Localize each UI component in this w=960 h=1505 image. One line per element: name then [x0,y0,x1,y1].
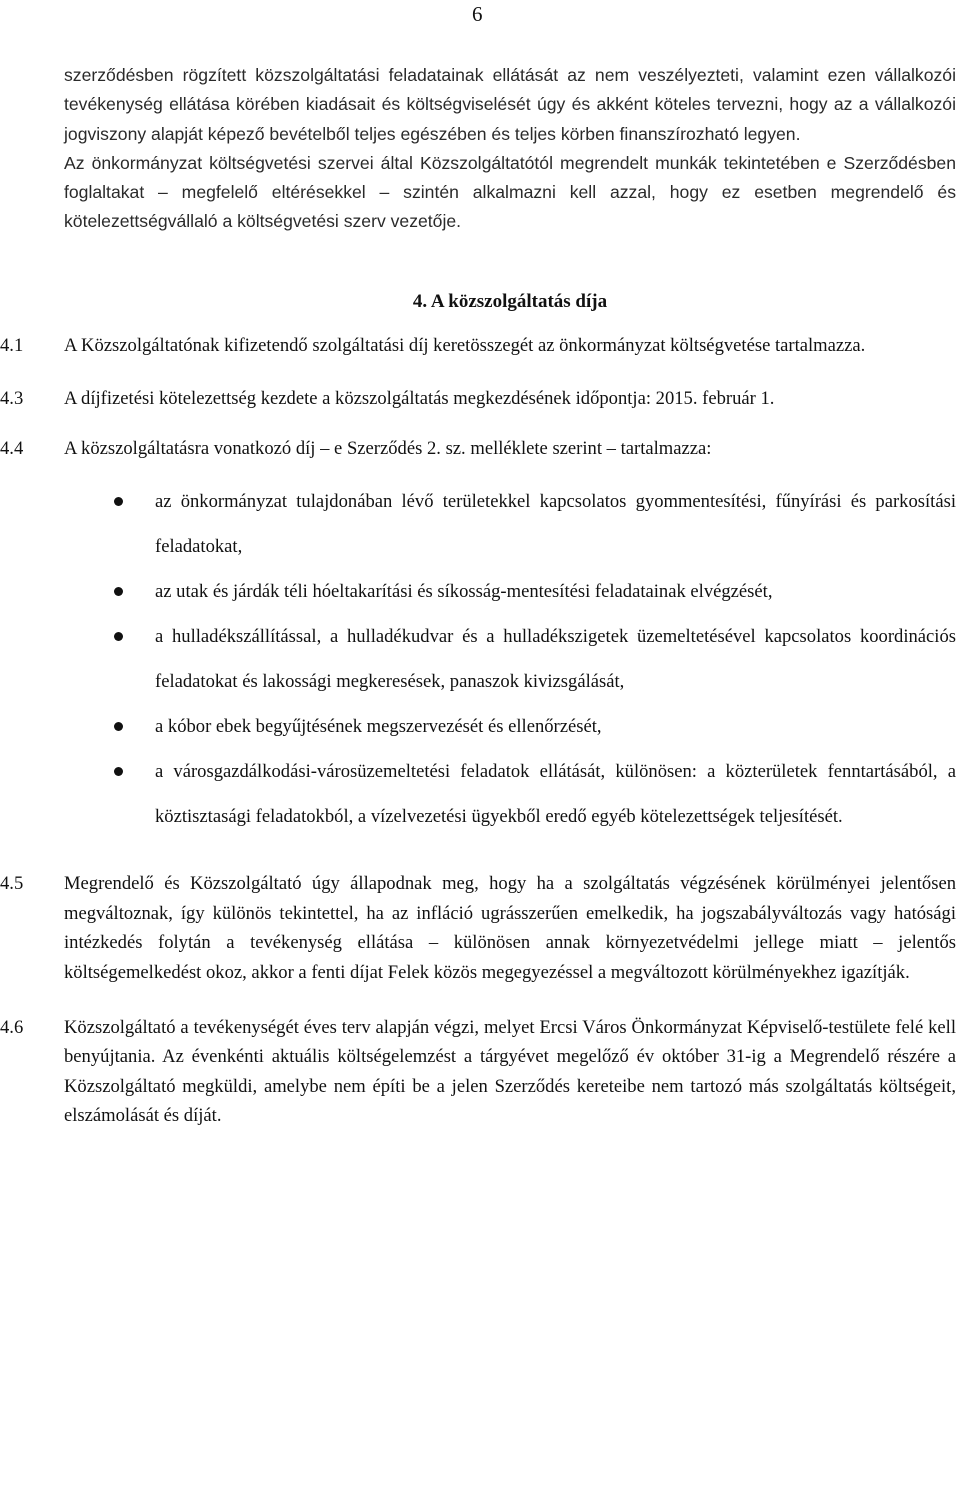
list-item-text: az utak és járdák téli hóeltakarítási és síkosság-mentesítési feladatainak elvégzését, [155,581,773,603]
list-item-text: a városgazdálkodási-városüzemeltetési feladatok ellátását, különösen: a közterületek fenntartásából, a köztisztasági feladatokból, a vízelvezetési ügyekből eredő egyéb kötelezettségek teljesítését. [155,761,956,828]
clause-number: 4.1 [0,334,24,356]
page-number: 6 [472,2,483,26]
intro-paragraph-budget-bodies: Az önkormányzat költségvetési szervei által Közszolgáltatótól megrendelt munkák tekintetében e Szerződésben foglaltakat – megfelelő eltérésekkel – szintén alkalmazni kell azzal, hogy ez esetben megrendelő és kötelezettségvállaló a költségvetési szerv vezetője. [64,152,956,232]
bullet-icon [114,767,123,776]
section-heading: 4. A közszolgáltatás díja [412,290,608,312]
clause-4-1 [0,331,956,361]
list-item-text: a kóbor ebek begyűjtésének megszervezését és ellenőrzését, [155,716,602,738]
included-services-list [64,479,956,839]
list-item-text: az önkormányzat tulajdonában lévő területekkel kapcsolatos gyommentesítési, fűnyírási és parkosítási feladatokat, [155,491,956,558]
bullet-icon [114,587,123,596]
clause-4-6 [0,1013,956,1131]
clause-4-4 [0,434,956,464]
bullet-icon [114,722,123,731]
clause-number: 4.5 [0,873,24,895]
clause-text: Megrendelő és Közszolgáltató úgy állapodnak meg, hogy ha a szolgáltatás végzésének körülményei jelentősen megváltoznak, így különös tekintettel, ha az infláció ugrásszerűen emelkedik, ha jogszabályváltozás vagy hatósági intézkedés folytán a tevékenység ellátása – különösen annak környezetvédelmi jellege miatt – jelentős költségemelkedést okoz, akkor a fenti díjat Felek közös megegyezéssel a megváltozott körülményekhez igazítják. [64,873,956,983]
list-item [64,569,956,614]
list-item [64,749,956,839]
list-item [64,614,956,704]
clause-number: 4.4 [0,437,24,459]
document-body [0,61,956,1131]
clause-number: 4.6 [0,1016,24,1038]
bullet-icon [114,497,123,506]
clause-number: 4.3 [0,388,24,410]
list-item [64,479,956,569]
clause-4-5 [0,869,956,987]
list-item [64,704,956,749]
clause-text: A közszolgáltatásra vonatkozó díj – e Szerződés 2. sz. melléklete szerint – tartalmazza: [64,437,712,459]
clause-text: A Közszolgáltatónak kifizetendő szolgáltatási díj keretösszegét az önkormányzat költségvetése tartalmazza. [64,334,866,356]
clause-text: Közszolgáltató a tevékenységét éves terv alapján végzi, melyet Ercsi Város Önkormányzat Képviselő-testülete felé kell benyújtania. Az évenkénti aktuális költségelemzést a tárgyévet megelőző év október 31-ig a Megrendelő részére a Közszolgáltató megküldi, amelybe nem építi be a jelen Szerződés kereteibe nem tartozó más szolgáltatás költségeit, elszámolását és díját. [64,1016,956,1127]
clause-text: A díjfizetési kötelezettség kezdete a közszolgáltatás megkezdésének időpontja: 2015. február 1. [64,388,775,410]
clause-4-3 [0,384,956,414]
list-item-text: a hulladékszállítással, a hulladékudvar és a hulladékszigetek üzemeltetésével kapcsolatos koordinációs feladatokat és lakossági megkeresések, panaszok kivizsgálását, [155,626,956,693]
bullet-icon [114,632,123,641]
intro-paragraph-continuation: szerződésben rögzített közszolgáltatási feladatainak ellátását az nem veszélyezteti, valamint ezen vállalkozói tevékenység ellátása körében kiadásait és költségviselését úgy és akként köteles tervezni, hogy az a vállalkozói jogviszony alapját képező bevételből teljes egészében és teljes körben finanszírozható legyen. [64,65,956,144]
